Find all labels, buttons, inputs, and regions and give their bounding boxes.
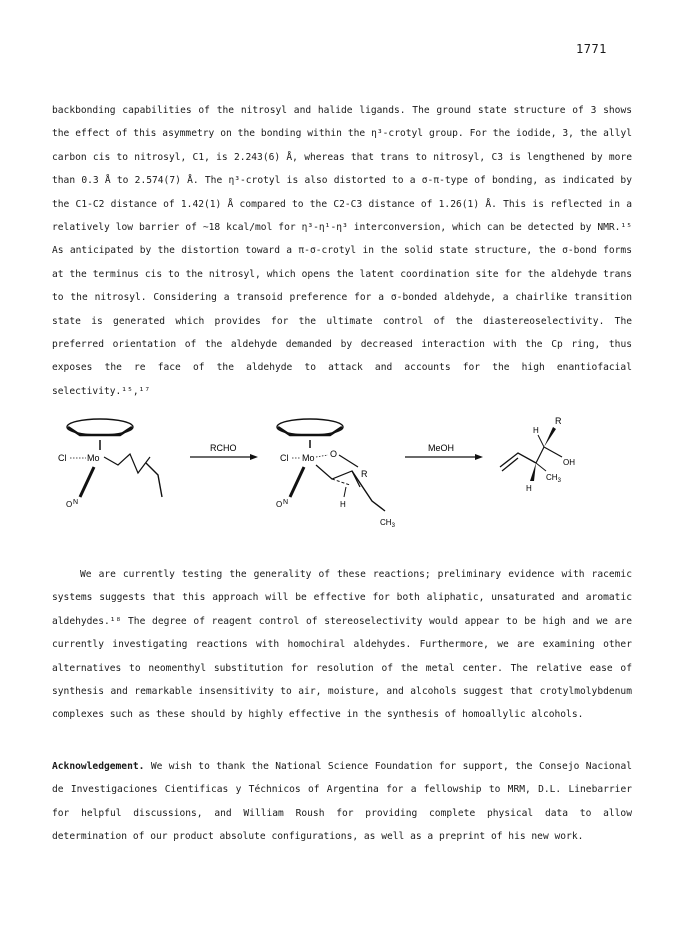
cl-label-1: Cl bbox=[58, 453, 67, 463]
no-n-label-2: N bbox=[283, 499, 289, 506]
reagent-meoh: MeOH bbox=[428, 443, 455, 453]
oh-label-product: OH bbox=[563, 458, 575, 467]
h-label-2: H bbox=[340, 500, 346, 509]
acknowledgement-text: We wish to thank the National Science Foundation for support, the Consejo Nacional de Investigaciones Cientificas y Téchnicos of Argentina for a fellowship to MRM, D.L. Linebarrier for helpful discussions, and William Roush for providing complete physical data to allow determination of our product absolute configurations, as well as a preprint of his new work. bbox=[52, 761, 632, 843]
cp-ring-1 bbox=[67, 419, 133, 435]
o-label-2: O bbox=[330, 449, 338, 459]
no-n-label-1: N bbox=[73, 499, 79, 506]
mo-label-1: Mo bbox=[87, 453, 100, 463]
page-number: 1771 bbox=[576, 42, 607, 56]
no-o-label-1: O bbox=[66, 500, 73, 509]
body-paragraph-2: We are currently testing the generality of these reactions; preliminary evidence with racemic systems suggests that this approach will be effective for both aliphatic, unsaturated and aromatic aldehydes.¹⁸ The degree of reagent control of stereoselectivity would appear to be high and we are currently investigating reactions with homochiral aldehydes. Furthermore, we are examining other alternatives to neomenthyl substitution for resolution of the metal center. The relative ease of synthesis and remarkable insensitivity to air, moisture, and alcohols suggest that crotylmolybdenum complexes such as these should by highly effective in the synthesis of homoallylic alcohols. bbox=[52, 569, 632, 721]
ch3-label-product: $CH_3$ bbox=[546, 473, 561, 484]
h-label-product-bottom: H bbox=[526, 484, 532, 493]
mo-label-2: Mo bbox=[302, 453, 315, 463]
body-paragraph-1: backbonding capabilities of the nitrosyl and halide ligands. The ground state structure of 3 shows the effect of this asymmetry on the bonding within the η³-crotyl group. For the iodide, 3, the allyl carbon cis to nitrosyl, C1, is 2.243(6) Å, whereas that trans to nitrosyl, C3 is lengthened by more than 0.3 Å to 2.574(7) Å. The η³-crotyl is also distorted to a σ-π-type of bonding, as indicated by the C1-C2 distance of 1.42(1) Å compared to the C2-C3 distance of 1.26(1) Å. This is reflected in a relatively low barrier of ~18 kcal/mol for η³-η¹-η³ interconversion, which can be detected by NMR.¹⁵ As anticipated by the distortion toward a π-σ-crotyl in the solid state structure, the σ-bond forms at the terminus cis to the nitrosyl, which opens the latent coordination site for the aldehyde trans to the nitrosyl. Considering a transoid preference for a σ-bonded aldehyde, a chairlike transition state is generated which provides for the ultimate control of the diastereoselectivity. The preferred orientation of the aldehyde demanded by decreased interaction with the Cp ring, thus exposes the re face of the aldehyde to attack and accounts for the high enantiofacial selectivity.¹⁵,¹⁷ bbox=[52, 105, 632, 397]
r-label-product: R bbox=[555, 416, 562, 426]
ch3-label-2: $CH_3$ bbox=[380, 518, 395, 529]
acknowledgement-label: Acknowledgement. bbox=[52, 761, 145, 772]
no-o-label-2: O bbox=[276, 500, 283, 509]
acknowledgement-paragraph bbox=[52, 755, 632, 849]
cl-label-2: Cl bbox=[280, 453, 289, 463]
reagent-rcho: RCHO bbox=[210, 443, 237, 453]
r-label-2: R bbox=[361, 469, 368, 479]
h-label-product-top: H bbox=[533, 426, 539, 435]
reaction-scheme bbox=[60, 405, 640, 535]
cp-ring-2 bbox=[277, 419, 343, 435]
